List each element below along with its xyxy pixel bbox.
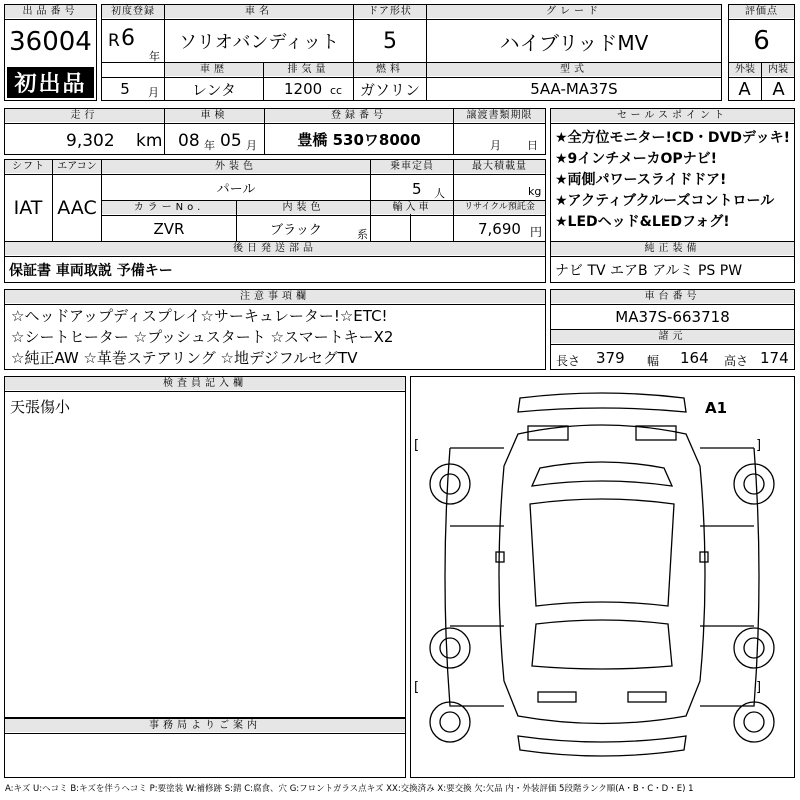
spec-length: 379	[596, 349, 625, 367]
selling-point: ★LEDヘッド&LEDフォグ!	[555, 214, 730, 230]
inspection-month: 05	[220, 131, 242, 151]
reg-month: 5	[120, 80, 130, 98]
exterior-grade: A	[738, 78, 751, 100]
color-no-value: ZVR	[153, 219, 185, 238]
int-color-value: ブラック	[270, 223, 322, 238]
interior-grade: A	[772, 78, 785, 100]
equipment-value: ナビ TV エアB アルミ PS PW	[555, 262, 743, 279]
model-value: 5AA-MA37S	[530, 80, 618, 98]
diagram-mark: A1	[705, 399, 728, 417]
later-parts-value: 保証書 車両取説 予備キー	[9, 262, 173, 279]
selling-point: ★アクティブクルーズコントロール	[555, 193, 775, 209]
displacement-header: 排気量	[264, 63, 353, 76]
doors-header: ドア形状	[354, 5, 426, 18]
capacity-value: 5	[412, 180, 422, 198]
car-outline-diagram	[410, 376, 795, 778]
aircon-value: AAC	[57, 197, 97, 219]
first-listing-badge: 初出品	[7, 67, 94, 98]
doors-value: 5	[383, 28, 397, 54]
chassis-value: MA37S-663718	[615, 308, 730, 326]
fuel-header: 燃料	[354, 63, 426, 76]
grade-header: グレード	[427, 5, 721, 18]
selling-points-list	[551, 128, 794, 233]
score-header: 評価点	[729, 5, 794, 18]
spec-height: 174	[760, 349, 789, 367]
inspector-box	[4, 376, 406, 718]
selling-point: ★両側パワースライドドア!	[555, 172, 727, 188]
notes-list	[5, 306, 545, 369]
selling-point: ★全方位モニター!CD・DVDデッキ!	[555, 130, 791, 146]
selling-points-header: セールスポイント	[551, 109, 794, 122]
fuel-value: ガソリン	[359, 80, 420, 99]
inspector-note: 天張傷小	[10, 398, 71, 416]
ext-color-value: パール	[216, 182, 256, 197]
inspector-header: 検査員記入欄	[5, 377, 405, 390]
history-value: レンタ	[191, 80, 237, 99]
notes-header: 注意事項欄	[5, 290, 545, 303]
mileage-value: 9,302	[66, 131, 115, 151]
inspection-year: 08	[178, 131, 200, 151]
legend-text: A:キズ U:ヘコミ B:キズを伴うヘコミ P:要塗装 W:補修跡 S:錆 C:腐食、穴 G:フロントガラス点キズ XX:交換済み X:要交換 欠:欠品 内・外装評価 5段階ランク順(A・B・C・D・E) 1	[5, 784, 694, 794]
note-line: ☆ヘッドアップディスプレイ☆サーキュレーター!☆ETC!	[11, 307, 388, 325]
model-header: 型式	[427, 63, 721, 76]
history-header: 車歴	[165, 63, 263, 76]
reg-header: 初度登録	[102, 5, 164, 18]
plate-value: 豊橋 530ワ8000	[297, 130, 421, 149]
reg-era: R	[108, 31, 120, 51]
grade-value: ハイブリッドMV	[499, 30, 649, 55]
recycle-value: 7,690	[478, 220, 521, 238]
spec-width: 164	[680, 349, 709, 367]
car-name-header: 車名	[165, 5, 353, 18]
lot-header: 出品番号	[5, 5, 96, 18]
lot-number: 36004	[9, 27, 92, 57]
selling-point: ★9インチメーカOPナビ!	[555, 151, 717, 167]
shift-value: IAT	[13, 197, 43, 219]
note-line: ☆シートヒーター ☆プッシュスタート ☆スマートキーX2	[11, 328, 394, 346]
reg-year: 6	[121, 26, 135, 51]
score-value: 6	[753, 26, 770, 56]
note-line: ☆純正AW ☆革巻ステアリング ☆地デジフルセグTV	[11, 349, 358, 367]
office-header: 事務局よりご案内	[5, 719, 405, 732]
displacement-value: 1200	[284, 80, 323, 98]
car-name-value: ソリオバンディット	[178, 32, 340, 53]
